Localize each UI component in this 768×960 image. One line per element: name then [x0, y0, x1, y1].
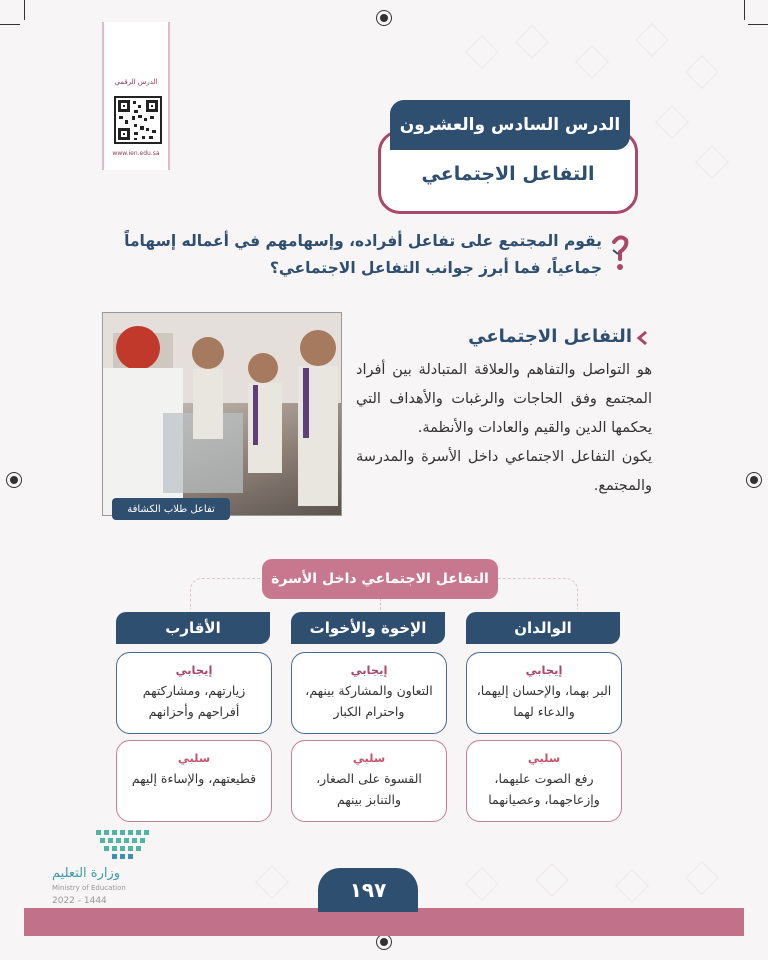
- negative-card-siblings: [291, 740, 447, 822]
- negative-card-parents: [466, 740, 622, 822]
- definition-paragraph: يكون التفاعل الاجتماعي داخل الأسرة والمدرسة والمجتمع.: [356, 449, 652, 494]
- negative-label: سلبي: [177, 751, 211, 765]
- negative-text: قطيعتهم، والإساءة إليهم: [131, 771, 257, 786]
- registration-mark-icon: [746, 472, 762, 488]
- pattern-diamond: [685, 861, 719, 895]
- diagram-root: التفاعل الاجتماعي داخل الأسرة: [262, 559, 498, 599]
- column-header-parents: الوالدان: [466, 612, 620, 644]
- negative-label: سلبي: [527, 751, 561, 765]
- pattern-diamond: [535, 863, 569, 897]
- definition-paragraph: هو التواصل والتفاهم والعلاقة المتبادلة بين أفراد المجتمع وفق الحاجات والرغبات والأهداف التي يحكمها الدين والقيم والعادات والأنظمة.: [356, 362, 652, 436]
- lesson-number: الدرس السادس والعشرون: [390, 100, 630, 150]
- definition-text: [356, 356, 652, 501]
- negative-label: سلبي: [352, 751, 386, 765]
- lesson-title: التفاعل الاجتماعي: [421, 163, 595, 185]
- ministry-name-ar: وزارة التعليم: [52, 866, 121, 881]
- question-mark-icon: [610, 232, 630, 276]
- diagram-connector: [380, 598, 381, 610]
- positive-label: إيجابي: [175, 663, 213, 677]
- scouts-photo: [102, 312, 342, 516]
- photo-caption: تفاعل طلاب الكشافة: [112, 498, 230, 520]
- pattern-diamond: [515, 25, 549, 59]
- website-url: www.ien.edu.sa: [112, 150, 160, 157]
- registration-mark-icon: [376, 934, 392, 950]
- crop-mark: [748, 24, 768, 25]
- qr-code-icon[interactable]: [114, 96, 162, 144]
- chevron-left-icon: [636, 330, 650, 346]
- page-number: ١٩٧: [318, 868, 418, 912]
- pattern-diamond: [685, 55, 719, 89]
- pattern-diamond: [655, 105, 689, 139]
- column-header-siblings: الإخوة والأخوات: [291, 612, 445, 644]
- crop-mark: [0, 24, 20, 25]
- ministry-logo-icon: [52, 826, 172, 866]
- pattern-diamond: [255, 865, 289, 899]
- positive-label: إيجابي: [525, 663, 563, 677]
- pattern-diamond: [465, 867, 499, 901]
- definition-heading: التفاعل الاجتماعي: [468, 326, 632, 347]
- positive-text: زيارتهم، ومشاركتهم أفراحهم وأحزانهم: [142, 683, 246, 719]
- pattern-diamond: [635, 23, 669, 57]
- positive-card-siblings: [291, 652, 447, 734]
- edition-year: 2022 - 1444: [52, 896, 107, 906]
- positive-text: التعاون والمشاركة بينهم، واحترام الكبار: [305, 683, 433, 719]
- registration-mark-icon: [376, 10, 392, 26]
- footer-bar: [24, 908, 744, 936]
- positive-card-relatives: [116, 652, 272, 734]
- registration-mark-icon: [6, 472, 22, 488]
- crop-mark: [24, 0, 25, 20]
- negative-text: رفع الصوت عليهما، وإزعاجهما، وعصيانهما: [488, 771, 600, 807]
- pattern-diamond: [695, 145, 729, 179]
- digital-lesson-card[interactable]: [102, 22, 170, 170]
- positive-label: إيجابي: [350, 663, 388, 677]
- positive-card-parents: [466, 652, 622, 734]
- pattern-diamond: [575, 45, 609, 79]
- column-header-relatives: الأقارب: [116, 612, 270, 644]
- negative-text: القسوة على الصغار، والتنابز بينهم: [316, 771, 422, 807]
- positive-text: البر بهما، والإحسان إليهما، والدعاء لهما: [476, 683, 612, 719]
- intro-question: يقوم المجتمع على تفاعل أفراده، وإسهامهم في أعماله إسهاماً جماعياً، فما أبرز جوانب التفاعل الاجتماعي؟: [124, 232, 602, 277]
- pattern-diamond: [615, 869, 649, 903]
- ministry-name-en: Ministry of Education: [52, 884, 126, 892]
- digital-lesson-label: الدرس الرقمي: [114, 78, 158, 86]
- crop-mark: [744, 0, 745, 20]
- negative-card-relatives: [116, 740, 272, 822]
- pattern-diamond: [465, 35, 499, 69]
